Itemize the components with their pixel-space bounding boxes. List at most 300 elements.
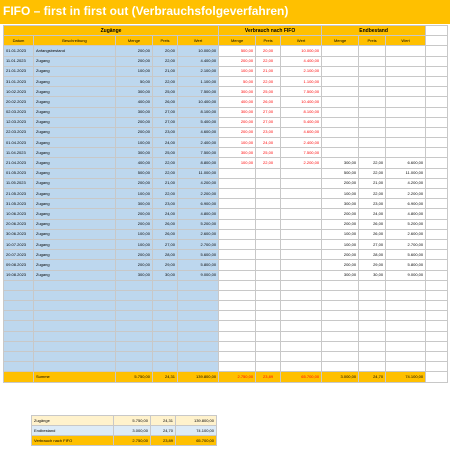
cell-endbestand-wert[interactable] (386, 56, 426, 66)
cell-empty[interactable] (281, 362, 322, 372)
cell-beschreibung[interactable]: Zugang (34, 107, 116, 117)
cell-endbestand-preis[interactable]: 28,00 (359, 250, 386, 260)
cell-empty[interactable] (426, 219, 448, 229)
cell-empty[interactable] (386, 311, 426, 321)
cell-beschreibung[interactable]: Zugang (34, 66, 116, 76)
summary-preis[interactable]: 24,70 (151, 426, 176, 436)
cell-empty[interactable] (116, 311, 153, 321)
cell-datum[interactable]: 11.04.2023 (4, 148, 34, 158)
cell-wert[interactable]: 2.600,00 (178, 229, 219, 239)
summary-menge[interactable]: 5.750,00 (114, 416, 151, 426)
cell-preis[interactable]: 24,00 (153, 209, 178, 219)
cell-verbrauch-preis[interactable] (256, 189, 281, 199)
cell-endbestand-menge[interactable]: 100,00 (322, 229, 359, 239)
cell-endbestand-menge[interactable] (322, 56, 359, 66)
cell-endbestand-wert[interactable]: 5.200,00 (386, 219, 426, 229)
cell-preis[interactable]: 22,00 (153, 158, 178, 168)
cell-datum[interactable]: 10.07.2023 (4, 239, 34, 249)
cell-empty[interactable] (153, 352, 178, 362)
cell-empty[interactable] (178, 290, 219, 300)
cell-verbrauch-menge[interactable] (219, 178, 256, 188)
cell-datum[interactable]: 10.02.2023 (4, 87, 34, 97)
cell-empty[interactable] (322, 280, 359, 290)
summary-wert[interactable]: 74.100,00 (176, 426, 217, 436)
cell-empty[interactable] (426, 362, 448, 372)
cell-empty[interactable] (34, 362, 116, 372)
cell-endbestand-menge[interactable] (322, 138, 359, 148)
cell-empty[interactable] (426, 280, 448, 290)
cell-verbrauch-preis[interactable] (256, 239, 281, 249)
sum-endbestand-preis[interactable]: 24,70 (359, 372, 386, 382)
cell-verbrauch-wert[interactable] (281, 270, 322, 280)
cell-empty[interactable] (4, 331, 34, 341)
cell-endbestand-wert[interactable] (386, 46, 426, 56)
cell-empty[interactable] (256, 331, 281, 341)
cell-preis[interactable]: 28,00 (153, 250, 178, 260)
cell-menge[interactable]: 200,00 (116, 117, 153, 127)
cell-empty[interactable] (178, 301, 219, 311)
cell-wert[interactable]: 1.100,00 (178, 76, 219, 86)
cell-preis[interactable]: 25,00 (153, 87, 178, 97)
cell-empty[interactable] (281, 321, 322, 331)
cell-empty[interactable] (116, 331, 153, 341)
cell-datum[interactable]: 01.05.2023 (4, 168, 34, 178)
cell-endbestand-preis[interactable]: 29,00 (359, 260, 386, 270)
cell-endbestand-preis[interactable]: 22,00 (359, 189, 386, 199)
cell-verbrauch-wert[interactable]: 7.500,00 (281, 148, 322, 158)
cell-beschreibung[interactable]: Zugang (34, 250, 116, 260)
cell-empty[interactable] (219, 331, 256, 341)
cell-wert[interactable]: 4.800,00 (178, 209, 219, 219)
cell-menge[interactable]: 200,00 (116, 250, 153, 260)
cell-endbestand-menge[interactable]: 200,00 (322, 178, 359, 188)
cell-beschreibung[interactable]: Zugang (34, 158, 116, 168)
cell-verbrauch-menge[interactable]: 400,00 (219, 97, 256, 107)
cell-datum[interactable]: 01.01.2023 (4, 46, 34, 56)
cell-menge[interactable]: 50,00 (116, 76, 153, 86)
cell-verbrauch-preis[interactable]: 27,00 (256, 117, 281, 127)
cell-empty[interactable] (426, 229, 448, 239)
cell-empty[interactable] (386, 352, 426, 362)
cell-empty[interactable] (386, 341, 426, 351)
cell-endbestand-menge[interactable] (322, 117, 359, 127)
cell-endbestand-preis[interactable] (359, 66, 386, 76)
cell-empty[interactable] (322, 311, 359, 321)
cell-empty[interactable] (426, 372, 448, 382)
cell-wert[interactable]: 5.400,00 (178, 117, 219, 127)
cell-preis[interactable]: 29,00 (153, 260, 178, 270)
cell-verbrauch-preis[interactable] (256, 229, 281, 239)
cell-endbestand-menge[interactable] (322, 107, 359, 117)
cell-empty[interactable] (426, 189, 448, 199)
cell-endbestand-menge[interactable] (322, 148, 359, 158)
cell-wert[interactable]: 5.200,00 (178, 219, 219, 229)
cell-endbestand-menge[interactable]: 200,00 (322, 219, 359, 229)
cell-empty[interactable] (4, 362, 34, 372)
cell-datum[interactable]: 22.03.2023 (4, 127, 34, 137)
cell-empty[interactable] (359, 301, 386, 311)
cell-wert[interactable]: 11.000,00 (178, 168, 219, 178)
cell-empty[interactable] (359, 352, 386, 362)
cell-empty[interactable] (386, 362, 426, 372)
cell-endbestand-menge[interactable] (322, 87, 359, 97)
cell-datum[interactable]: 21.05.2023 (4, 189, 34, 199)
cell-menge[interactable]: 200,00 (116, 127, 153, 137)
cell-preis[interactable]: 23,00 (153, 127, 178, 137)
cell-empty[interactable] (281, 352, 322, 362)
cell-empty[interactable] (219, 341, 256, 351)
cell-empty[interactable] (322, 301, 359, 311)
cell-empty[interactable] (256, 280, 281, 290)
cell-endbestand-preis[interactable]: 23,00 (359, 199, 386, 209)
cell-endbestand-preis[interactable]: 26,00 (359, 219, 386, 229)
cell-empty[interactable] (116, 280, 153, 290)
cell-verbrauch-menge[interactable] (219, 229, 256, 239)
cell-empty[interactable] (34, 321, 116, 331)
sum-menge[interactable]: 5.750,00 (116, 372, 153, 382)
cell-empty[interactable] (426, 107, 448, 117)
cell-verbrauch-preis[interactable]: 22,00 (256, 56, 281, 66)
cell-datum[interactable]: 11.01.2023 (4, 56, 34, 66)
cell-wert[interactable]: 2.100,00 (178, 66, 219, 76)
cell-verbrauch-menge[interactable]: 100,00 (219, 158, 256, 168)
cell-datum[interactable]: 20.02.2023 (4, 97, 34, 107)
cell-empty[interactable] (426, 199, 448, 209)
cell-endbestand-menge[interactable]: 200,00 (322, 209, 359, 219)
cell-preis[interactable]: 24,00 (153, 138, 178, 148)
summary-label[interactable]: Verbrauch nach FIFO (32, 436, 114, 446)
cell-empty[interactable] (426, 209, 448, 219)
cell-endbestand-menge[interactable] (322, 97, 359, 107)
cell-verbrauch-wert[interactable]: 2.100,00 (281, 66, 322, 76)
cell-endbestand-wert[interactable]: 6.600,00 (386, 158, 426, 168)
cell-endbestand-wert[interactable] (386, 127, 426, 137)
cell-empty[interactable] (426, 301, 448, 311)
cell-empty[interactable] (219, 301, 256, 311)
cell-wert[interactable]: 7.500,00 (178, 148, 219, 158)
cell-endbestand-preis[interactable]: 30,00 (359, 270, 386, 280)
cell-endbestand-wert[interactable]: 5.800,00 (386, 260, 426, 270)
cell-empty[interactable] (153, 341, 178, 351)
summary-wert[interactable]: 65.700,00 (176, 436, 217, 446)
cell-empty[interactable] (116, 321, 153, 331)
cell-endbestand-preis[interactable] (359, 87, 386, 97)
cell-menge[interactable]: 100,00 (116, 138, 153, 148)
cell-datum[interactable]: 09.08.2023 (4, 260, 34, 270)
cell-endbestand-wert[interactable]: 2.600,00 (386, 229, 426, 239)
cell-endbestand-wert[interactable] (386, 107, 426, 117)
cell-verbrauch-preis[interactable]: 21,00 (256, 66, 281, 76)
cell-empty[interactable] (4, 311, 34, 321)
cell-verbrauch-preis[interactable]: 22,00 (256, 158, 281, 168)
cell-empty[interactable] (178, 280, 219, 290)
cell-wert[interactable]: 5.600,00 (178, 250, 219, 260)
cell-empty[interactable] (426, 127, 448, 137)
cell-empty[interactable] (4, 341, 34, 351)
cell-empty[interactable] (359, 290, 386, 300)
cell-preis[interactable]: 27,00 (153, 117, 178, 127)
cell-empty[interactable] (426, 168, 448, 178)
cell-endbestand-menge[interactable]: 200,00 (322, 250, 359, 260)
cell-empty[interactable] (386, 331, 426, 341)
cell-empty[interactable] (426, 290, 448, 300)
cell-verbrauch-wert[interactable]: 2.400,00 (281, 138, 322, 148)
sum-verbrauch-wert[interactable]: 65.700,00 (281, 372, 322, 382)
cell-empty[interactable] (4, 352, 34, 362)
cell-verbrauch-preis[interactable] (256, 178, 281, 188)
cell-verbrauch-wert[interactable] (281, 199, 322, 209)
cell-endbestand-wert[interactable]: 4.800,00 (386, 209, 426, 219)
cell-verbrauch-wert[interactable]: 4.400,00 (281, 56, 322, 66)
cell-wert[interactable]: 10.000,00 (178, 46, 219, 56)
cell-menge[interactable]: 500,00 (116, 168, 153, 178)
cell-empty[interactable] (322, 341, 359, 351)
cell-endbestand-wert[interactable]: 2.200,00 (386, 189, 426, 199)
cell-endbestand-preis[interactable] (359, 148, 386, 158)
cell-empty[interactable] (359, 331, 386, 341)
cell-empty[interactable] (426, 87, 448, 97)
cell-beschreibung[interactable]: Zugang (34, 97, 116, 107)
sum-endbestand-wert[interactable]: 74.100,00 (386, 372, 426, 382)
cell-empty[interactable] (359, 362, 386, 372)
cell-empty[interactable] (256, 311, 281, 321)
cell-empty[interactable] (34, 280, 116, 290)
cell-empty[interactable] (256, 352, 281, 362)
cell-verbrauch-preis[interactable]: 23,00 (256, 127, 281, 137)
cell-verbrauch-preis[interactable]: 24,00 (256, 138, 281, 148)
cell-wert[interactable]: 8.800,00 (178, 158, 219, 168)
cell-empty[interactable] (256, 362, 281, 372)
cell-empty[interactable] (153, 331, 178, 341)
cell-empty[interactable] (426, 56, 448, 66)
cell-empty[interactable] (322, 290, 359, 300)
cell-beschreibung[interactable]: Zugang (34, 229, 116, 239)
cell-verbrauch-menge[interactable]: 500,00 (219, 46, 256, 56)
cell-endbestand-menge[interactable]: 300,00 (322, 199, 359, 209)
cell-verbrauch-preis[interactable]: 25,00 (256, 87, 281, 97)
cell-empty[interactable] (426, 138, 448, 148)
cell-beschreibung[interactable]: Zugang (34, 117, 116, 127)
cell-datum[interactable]: 01.04.2023 (4, 138, 34, 148)
cell-empty[interactable] (4, 280, 34, 290)
cell-menge[interactable]: 200,00 (116, 209, 153, 219)
cell-empty[interactable] (426, 158, 448, 168)
cell-endbestand-preis[interactable] (359, 117, 386, 127)
cell-empty[interactable] (426, 117, 448, 127)
cell-verbrauch-wert[interactable]: 10.400,00 (281, 97, 322, 107)
cell-menge[interactable]: 200,00 (116, 219, 153, 229)
cell-empty[interactable] (34, 290, 116, 300)
cell-preis[interactable]: 27,00 (153, 239, 178, 249)
cell-empty[interactable] (178, 331, 219, 341)
cell-endbestand-wert[interactable] (386, 117, 426, 127)
cell-empty[interactable] (256, 321, 281, 331)
cell-verbrauch-wert[interactable] (281, 209, 322, 219)
cell-empty[interactable] (426, 76, 448, 86)
cell-endbestand-menge[interactable] (322, 66, 359, 76)
cell-verbrauch-wert[interactable] (281, 178, 322, 188)
sum-preis[interactable]: 24,31 (153, 372, 178, 382)
cell-menge[interactable]: 200,00 (116, 178, 153, 188)
cell-endbestand-menge[interactable]: 300,00 (322, 270, 359, 280)
cell-empty[interactable] (34, 311, 116, 321)
cell-beschreibung[interactable]: Zugang (34, 76, 116, 86)
cell-verbrauch-wert[interactable] (281, 168, 322, 178)
cell-empty[interactable] (153, 290, 178, 300)
cell-empty[interactable] (116, 301, 153, 311)
cell-preis[interactable]: 23,00 (153, 199, 178, 209)
cell-verbrauch-menge[interactable]: 200,00 (219, 117, 256, 127)
cell-menge[interactable]: 300,00 (116, 270, 153, 280)
cell-verbrauch-menge[interactable]: 50,00 (219, 76, 256, 86)
cell-verbrauch-wert[interactable]: 2.200,00 (281, 158, 322, 168)
cell-menge[interactable]: 100,00 (116, 229, 153, 239)
cell-verbrauch-wert[interactable]: 10.000,00 (281, 46, 322, 56)
cell-beschreibung[interactable]: Zugang (34, 87, 116, 97)
cell-beschreibung[interactable]: Anfangsbestand (34, 46, 116, 56)
cell-menge[interactable]: 300,00 (116, 87, 153, 97)
cell-empty[interactable] (34, 352, 116, 362)
cell-verbrauch-wert[interactable] (281, 239, 322, 249)
cell-verbrauch-preis[interactable] (256, 260, 281, 270)
cell-empty[interactable] (426, 270, 448, 280)
cell-verbrauch-wert[interactable]: 8.100,00 (281, 107, 322, 117)
cell-empty[interactable] (34, 341, 116, 351)
cell-verbrauch-preis[interactable] (256, 199, 281, 209)
cell-empty[interactable] (34, 331, 116, 341)
summary-preis[interactable]: 24,31 (151, 416, 176, 426)
sum-wert[interactable]: 139.800,00 (178, 372, 219, 382)
cell-empty[interactable] (153, 321, 178, 331)
cell-endbestand-menge[interactable] (322, 46, 359, 56)
cell-verbrauch-menge[interactable]: 300,00 (219, 148, 256, 158)
cell-endbestand-preis[interactable] (359, 46, 386, 56)
cell-verbrauch-preis[interactable] (256, 270, 281, 280)
cell-datum[interactable]: 19.08.2023 (4, 270, 34, 280)
cell-verbrauch-menge[interactable]: 100,00 (219, 138, 256, 148)
cell-empty[interactable] (34, 301, 116, 311)
cell-wert[interactable]: 2.200,00 (178, 189, 219, 199)
cell-endbestand-wert[interactable]: 4.200,00 (386, 178, 426, 188)
cell-empty[interactable] (153, 362, 178, 372)
cell-empty[interactable] (4, 290, 34, 300)
cell-datum[interactable]: 02.03.2023 (4, 107, 34, 117)
cell-datum[interactable]: 31.01.2023 (4, 76, 34, 86)
cell-wert[interactable]: 4.200,00 (178, 178, 219, 188)
cell-wert[interactable]: 4.600,00 (178, 127, 219, 137)
cell-datum[interactable]: 21.04.2023 (4, 158, 34, 168)
cell-endbestand-menge[interactable]: 200,00 (322, 260, 359, 270)
cell-verbrauch-preis[interactable] (256, 219, 281, 229)
cell-verbrauch-preis[interactable] (256, 250, 281, 260)
cell-empty[interactable] (178, 341, 219, 351)
cell-preis[interactable]: 21,00 (153, 66, 178, 76)
cell-verbrauch-wert[interactable] (281, 229, 322, 239)
cell-datum[interactable]: 11.05.2023 (4, 178, 34, 188)
cell-wert[interactable]: 2.700,00 (178, 239, 219, 249)
cell-verbrauch-menge[interactable] (219, 270, 256, 280)
cell-endbestand-wert[interactable]: 11.000,00 (386, 168, 426, 178)
cell-verbrauch-preis[interactable]: 26,00 (256, 97, 281, 107)
summary-preis[interactable]: 23,89 (151, 436, 176, 446)
cell-empty[interactable] (426, 331, 448, 341)
cell-preis[interactable]: 26,00 (153, 219, 178, 229)
cell-menge[interactable]: 300,00 (116, 199, 153, 209)
cell-endbestand-preis[interactable]: 27,00 (359, 239, 386, 249)
cell-preis[interactable]: 22,00 (153, 168, 178, 178)
sum-label[interactable]: Summe (34, 372, 116, 382)
cell-empty[interactable] (322, 331, 359, 341)
cell-empty[interactable] (116, 341, 153, 351)
summary-menge[interactable]: 3.000,00 (114, 426, 151, 436)
cell-empty[interactable] (426, 260, 448, 270)
cell-preis[interactable]: 25,00 (153, 148, 178, 158)
cell-wert[interactable]: 5.800,00 (178, 260, 219, 270)
cell-empty[interactable] (359, 321, 386, 331)
cell-empty[interactable] (426, 66, 448, 76)
cell-beschreibung[interactable]: Zugang (34, 148, 116, 158)
cell-verbrauch-menge[interactable] (219, 189, 256, 199)
cell-beschreibung[interactable]: Zugang (34, 270, 116, 280)
cell-menge[interactable]: 200,00 (116, 56, 153, 66)
cell-empty[interactable] (386, 301, 426, 311)
cell-wert[interactable]: 7.500,00 (178, 87, 219, 97)
cell-verbrauch-menge[interactable] (219, 199, 256, 209)
sum-verbrauch-preis[interactable]: 23,89 (256, 372, 281, 382)
cell-empty[interactable] (322, 321, 359, 331)
cell-datum[interactable]: 10.06.2023 (4, 209, 34, 219)
cell-beschreibung[interactable]: Zugang (34, 199, 116, 209)
cell-endbestand-wert[interactable] (386, 97, 426, 107)
sum-verbrauch-menge[interactable]: 2.750,00 (219, 372, 256, 382)
cell-preis[interactable]: 27,00 (153, 107, 178, 117)
sum-blank[interactable] (4, 372, 34, 382)
cell-verbrauch-menge[interactable] (219, 209, 256, 219)
cell-endbestand-menge[interactable]: 100,00 (322, 189, 359, 199)
cell-endbestand-preis[interactable]: 21,00 (359, 178, 386, 188)
cell-preis[interactable]: 22,00 (153, 189, 178, 199)
cell-menge[interactable]: 400,00 (116, 97, 153, 107)
cell-menge[interactable]: 200,00 (116, 46, 153, 56)
cell-empty[interactable] (426, 341, 448, 351)
cell-verbrauch-menge[interactable] (219, 260, 256, 270)
cell-empty[interactable] (153, 311, 178, 321)
cell-endbestand-menge[interactable]: 300,00 (322, 158, 359, 168)
cell-empty[interactable] (359, 341, 386, 351)
cell-verbrauch-preis[interactable]: 22,00 (256, 76, 281, 86)
cell-verbrauch-menge[interactable]: 300,00 (219, 107, 256, 117)
cell-verbrauch-menge[interactable]: 300,00 (219, 87, 256, 97)
cell-empty[interactable] (426, 311, 448, 321)
cell-empty[interactable] (359, 280, 386, 290)
cell-endbestand-preis[interactable]: 22,00 (359, 158, 386, 168)
cell-verbrauch-wert[interactable]: 4.600,00 (281, 127, 322, 137)
cell-endbestand-menge[interactable] (322, 127, 359, 137)
cell-endbestand-preis[interactable] (359, 138, 386, 148)
cell-empty[interactable] (219, 321, 256, 331)
cell-datum[interactable]: 31.05.2023 (4, 199, 34, 209)
cell-menge[interactable]: 300,00 (116, 107, 153, 117)
cell-verbrauch-wert[interactable]: 1.100,00 (281, 76, 322, 86)
cell-empty[interactable] (426, 352, 448, 362)
cell-wert[interactable]: 6.900,00 (178, 199, 219, 209)
cell-beschreibung[interactable]: Zugang (34, 219, 116, 229)
cell-verbrauch-menge[interactable]: 200,00 (219, 56, 256, 66)
cell-empty[interactable] (178, 352, 219, 362)
cell-beschreibung[interactable]: Zugang (34, 138, 116, 148)
cell-datum[interactable]: 20.06.2023 (4, 219, 34, 229)
cell-verbrauch-menge[interactable] (219, 219, 256, 229)
